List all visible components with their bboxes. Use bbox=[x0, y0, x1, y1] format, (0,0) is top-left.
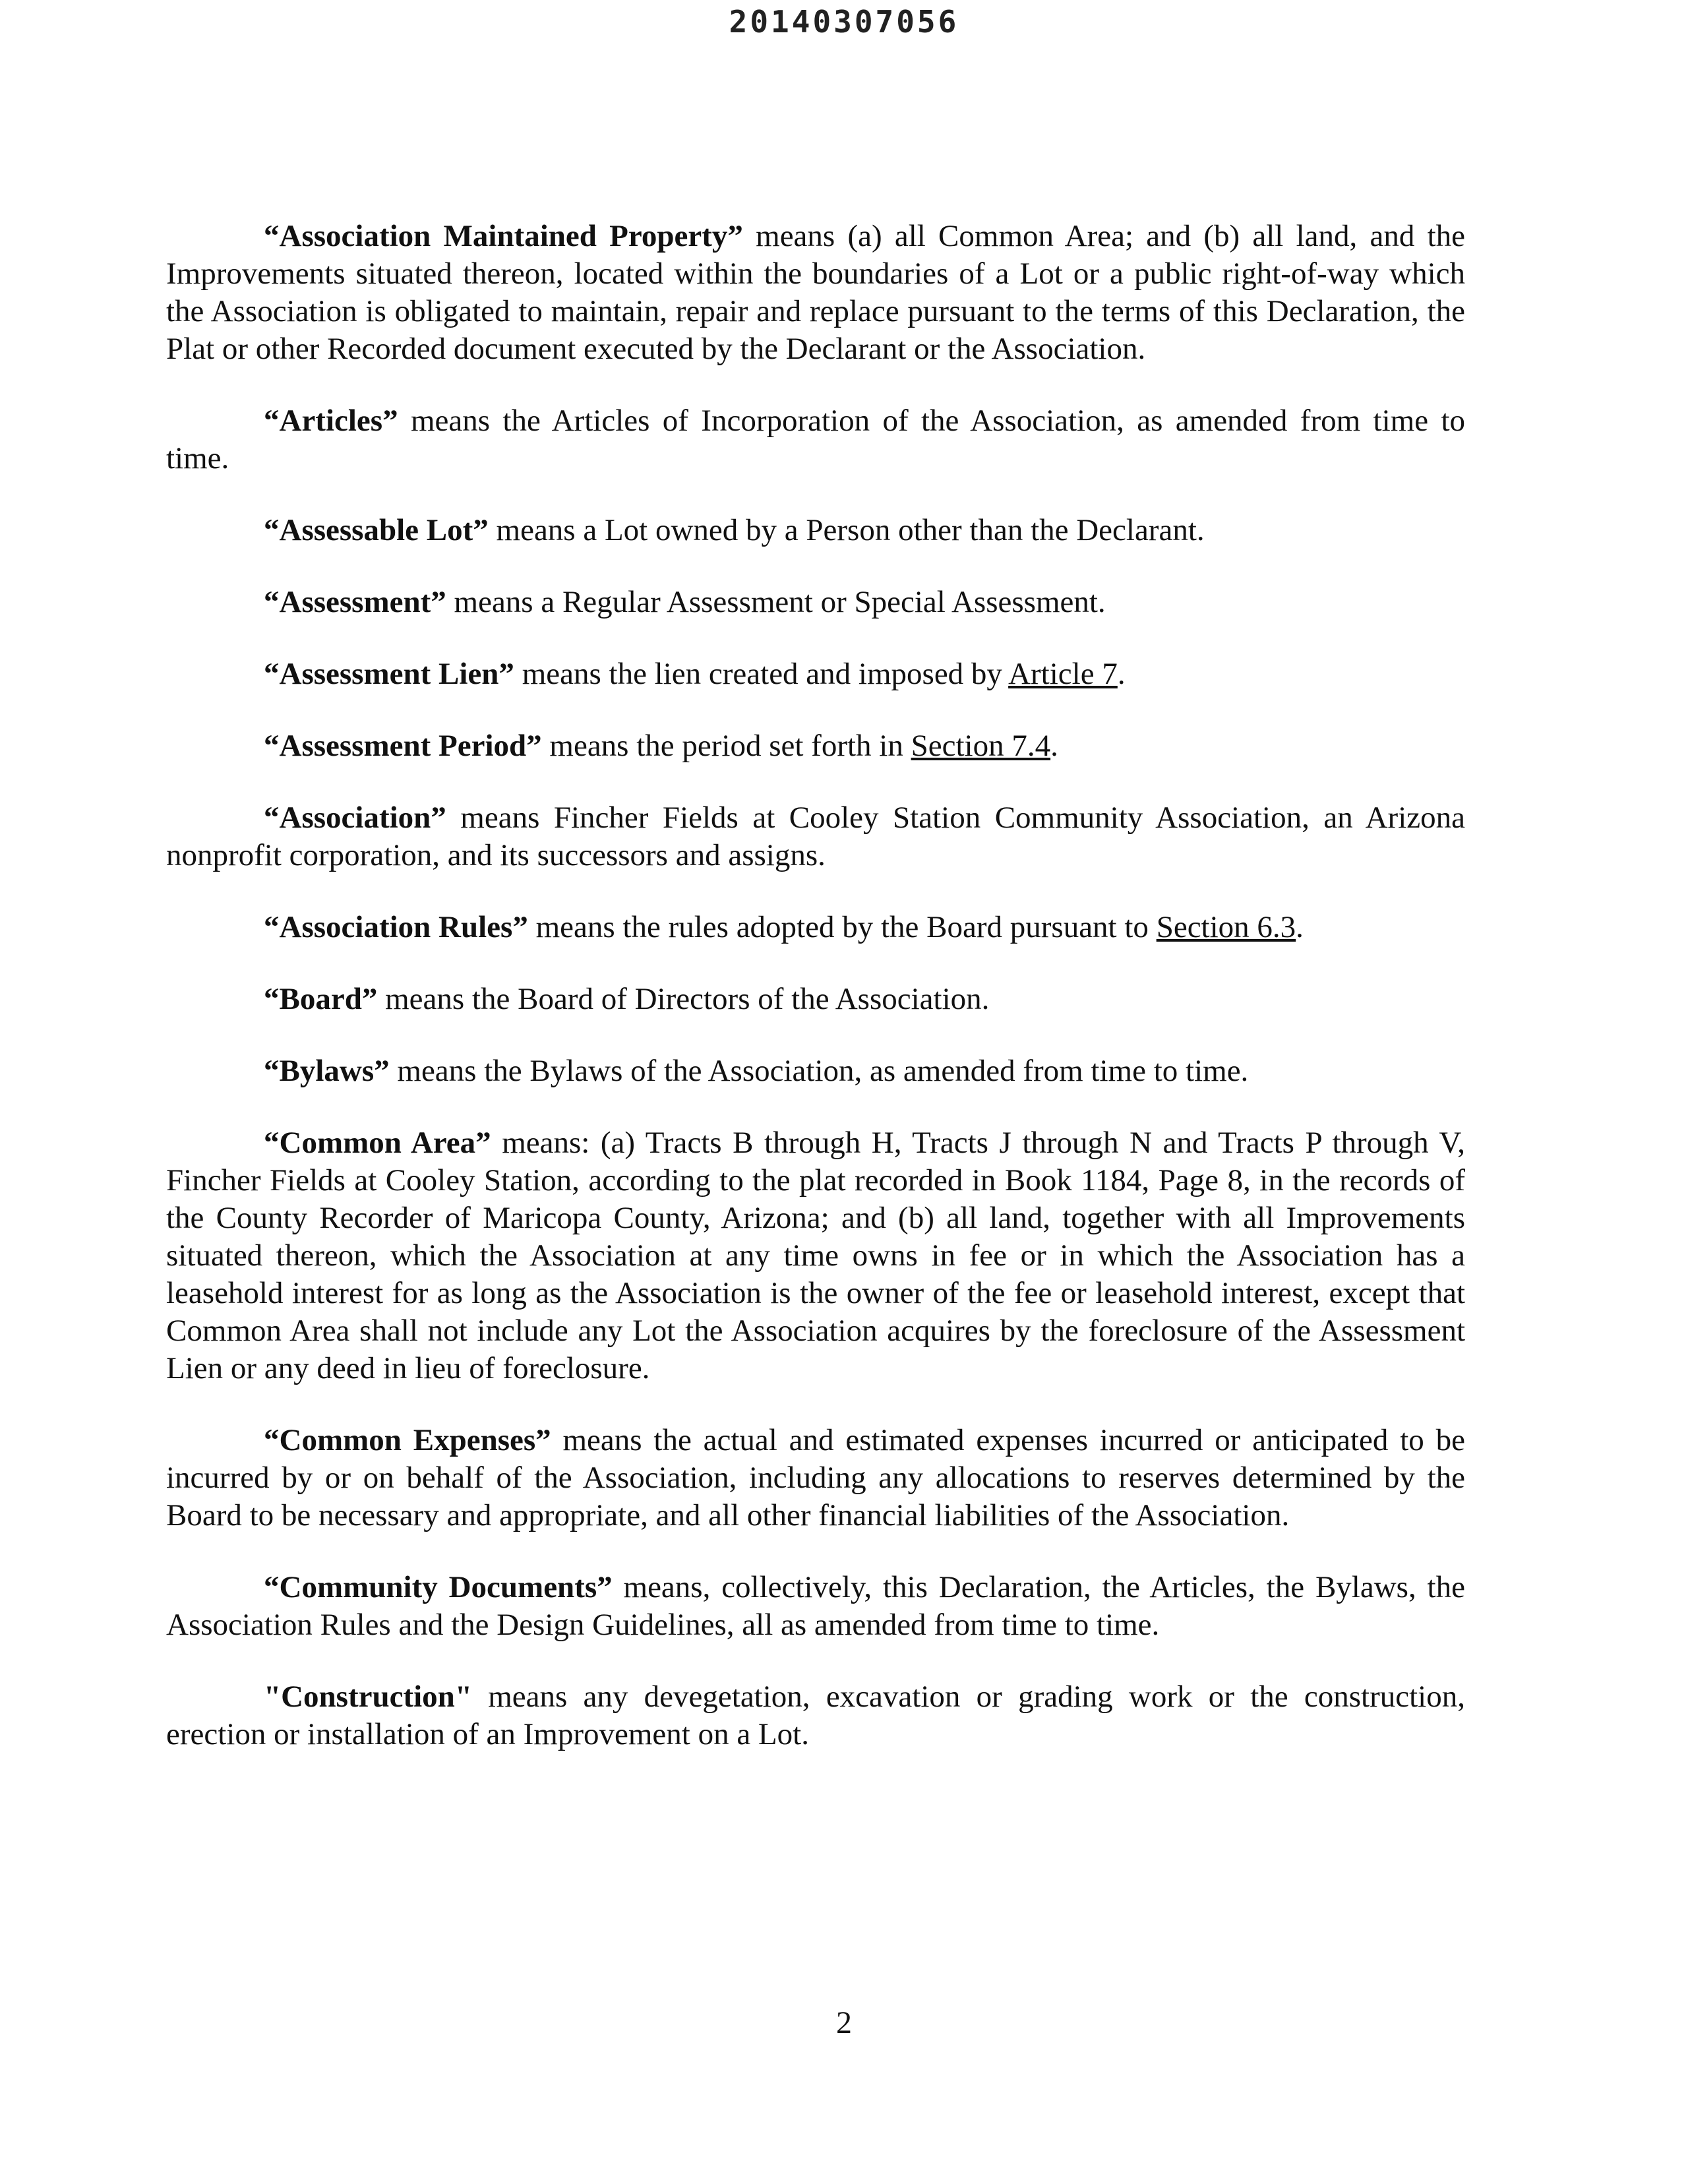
definition-bylaws bbox=[166, 1052, 1465, 1090]
definition-articles bbox=[166, 402, 1465, 477]
definition-assessment bbox=[166, 584, 1465, 621]
definition-assessment-period bbox=[166, 727, 1465, 765]
definition-term: "Construction" bbox=[264, 1680, 472, 1714]
definition-assessable-lot bbox=[166, 512, 1465, 549]
definition-text: means the actual and estimated expenses incurred or anticipated to be incurred by or on behalf of the Association, including any allocations to reserves determined by the Board to be necessary and appropriate, and all other financial liabilities of the Association. bbox=[166, 1423, 1465, 1532]
definition-term: “Assessment Period” bbox=[264, 729, 542, 763]
definition-text: means any devegetation, excavation or grading work or the construction, erection or installation of an Improvement on a Lot. bbox=[166, 1680, 1465, 1751]
definition-text: means: (a) Tracts B through H, Tracts J through N and Tracts P through V, Fincher Fields at Cooley Station, according to the plat recorded in Book 1184, Page 8, in the records of the County Recorder of Maricopa County, Arizona; and (b) all land, together with all Improvements situated thereon, which the Association at any time owns in fee or in which the Association has a leasehold interest for as long as the Association is the owner of the fee or leasehold interest, except that Common Area shall not include any Lot the Association acquires by the foreclosure of the Assessment Lien or any deed in lieu of foreclosure. bbox=[166, 1126, 1465, 1385]
definition-term: “Community Documents” bbox=[264, 1570, 613, 1604]
page-number: 2 bbox=[836, 2005, 852, 2040]
definition-text: means the lien created and imposed by bbox=[514, 657, 1009, 691]
definition-term: “Bylaws” bbox=[264, 1054, 390, 1088]
definition-text: means (a) all Common Area; and (b) all land, and the Improvements situated thereon, located within the boundaries of a Lot or a public right-of-way which the Association is obligated to maintain, repair and replace pursuant to the terms of this Declaration, the Plat or other Recorded document executed by the Declarant or the Association. bbox=[166, 219, 1466, 366]
definition-board bbox=[166, 981, 1465, 1018]
definition-term: “Articles” bbox=[264, 404, 398, 438]
definition-text: means, collectively, this Declaration, the Articles, the Bylaws, the Association Rules and the Design Guidelines, all as amended from time to time. bbox=[166, 1570, 1465, 1642]
definition-assessment-lien bbox=[166, 655, 1465, 693]
definition-association-maintained-property bbox=[166, 218, 1465, 368]
article-reference: Article 7 bbox=[1008, 657, 1118, 691]
definition-term: “Common Expenses” bbox=[264, 1423, 551, 1457]
definition-text: means the Bylaws of the Association, as amended from time to time. bbox=[389, 1054, 1249, 1088]
definition-association-rules bbox=[166, 909, 1465, 946]
definition-term: “Assessment” bbox=[264, 585, 446, 619]
section-reference: Section 7.4 bbox=[911, 729, 1051, 763]
definition-construction bbox=[166, 1678, 1465, 1753]
definition-text: means the Board of Directors of the Association. bbox=[377, 982, 990, 1016]
definition-common-expenses bbox=[166, 1422, 1465, 1534]
definition-text: means a Regular Assessment or Special Assessment. bbox=[446, 585, 1106, 619]
definition-text-end: . bbox=[1117, 657, 1126, 691]
definition-term: “Association Rules” bbox=[264, 910, 528, 944]
definition-text: means a Lot owned by a Person other than the Declarant. bbox=[488, 513, 1205, 547]
definitions-list bbox=[166, 218, 1465, 1788]
definition-term: “Association” bbox=[264, 801, 446, 835]
definition-community-documents bbox=[166, 1569, 1465, 1644]
definition-text-end: . bbox=[1296, 910, 1304, 944]
definition-term: “Assessment Lien” bbox=[264, 657, 514, 691]
definition-association bbox=[166, 799, 1465, 874]
definition-term: “Common Area” bbox=[264, 1126, 491, 1160]
definition-term: “Assessable Lot” bbox=[264, 513, 489, 547]
definition-text-end: . bbox=[1050, 729, 1058, 763]
definition-text: means the period set forth in bbox=[541, 729, 911, 763]
definition-text: means the Articles of Incorporation of the Association, as amended from time to time. bbox=[166, 404, 1465, 475]
definition-common-area bbox=[166, 1124, 1465, 1387]
definition-term: “Board” bbox=[264, 982, 378, 1016]
document-number: 20140307056 bbox=[729, 4, 959, 40]
definition-text: means the rules adopted by the Board pursuant to bbox=[528, 910, 1157, 944]
definition-text: means Fincher Fields at Cooley Station Community Association, an Arizona nonprofit corporation, and its successors and assigns. bbox=[166, 801, 1465, 872]
section-reference: Section 6.3 bbox=[1156, 910, 1296, 944]
definition-term: “Association Maintained Property” bbox=[264, 219, 743, 253]
